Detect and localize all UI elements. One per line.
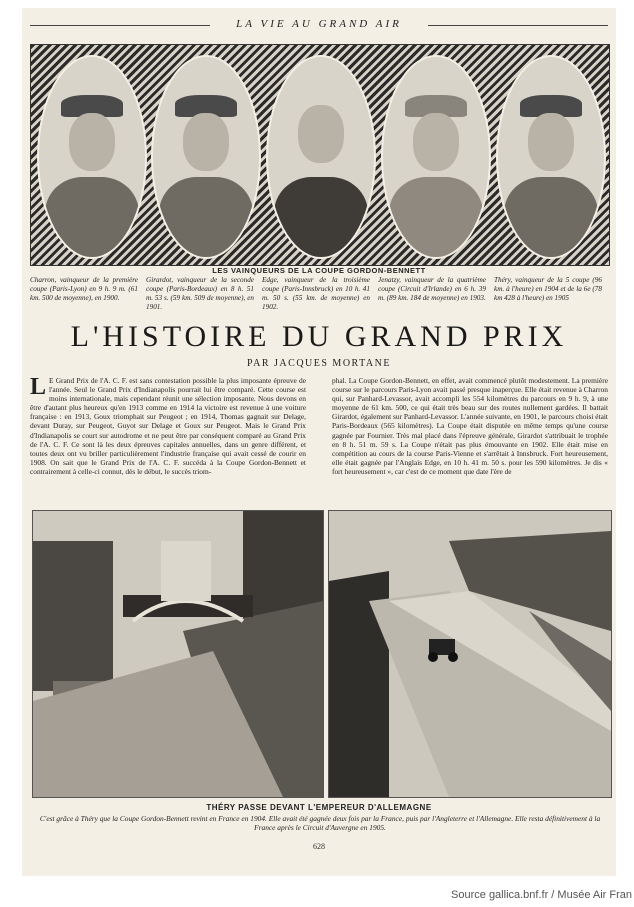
portrait-jenatzy [381,55,491,259]
photo-caption-title: THÉRY PASSE DEVANT L'EMPEREUR D'ALLEMAGNE [206,803,432,812]
article-column-right [332,376,608,476]
portrait-charron [37,55,147,259]
portrait-caption: Charron, vainqueur de la première coupe (Paris-Lyon) en 9 h. 9 m. (61 km. 500 de moyenne), en 1900. [30,276,138,302]
portrait-edge [266,55,376,259]
header-rule-right [428,25,608,26]
article-column-left [30,376,306,476]
article-byline: PAR JACQUES MORTANE [247,358,391,369]
article-text: phal. La Coupe Gordon-Bennett, en effet, avait commencé plutôt modestement. La première course sur le parcours Paris-Lyon avait passé presque inaperçue. Elle était revenue à Charron qui, sur Panhard-Levassor, avait accompli les 554 kilomètres du parcours en 9 h. 9, à une moyenne de 61 km. 500, ce qui était très beau sur des routes nullement gardées. Il battait Girardot, également sur Panhard-Levassor. L'année suivante, en 1901, le parcours choisi était Paris-Bordeaux (565 kilomètres). La Coupe était disputée en même temps qu'une course gagnée par Fournier. Très mal placé dans l'épreuve générale, Girardot s'attribuait le trophée en 8 h. 51 m. 59 s. La Coupe n'était pas plus émouvante en 1902. Elle était mise en compétition au cours de la course Paris-Vienne et s'arrêtait à Innsbruck. Fort heureusement, elle était gagnée par l'Anglais Edge, en 10 h. 41 m. 50 s. pour les 590 kilomètres. Je dis « fort heureusement », car c'est de ce moment que date l'ère de [332,376,608,476]
article-text: E Grand Prix de l'A. C. F. est sans contestation possible la plus imposante épreuve de l'année. Seul le Grand Prix d'Indianapolis pourrait lui être comparé. Cette course est moins internationale, mais cependant réunit une sélection imposante. Nous devons en être d'autant plus heureux qu'en 1913 comme en 1914 la victoire est revenue à une voiture française : en 1913, Goux triomphait sur Peugeot ; en 1914, Thomas gagnait sur Delage, devant Duray, sur Peugeot, Guyot sur Delage et Goux sur Peugeot. Mais le Grand Prix d'Indianapolis se court sur autodrome et ne peut être par conséquent comparé au Grand Prix de l'A. C. F. Ce sont là les deux épreuves capitales annuelles, dans un genre différent, et toutes deux ont vu briller particulièrement l'industrie française qui avait cessé de courir en 1908. On sait que le Grand Prix de l'A. C. F. succéda à la Coupe Gordon-Bennett et contrairement à celle-ci connut, dès le début, le succès triom- [30,376,306,476]
photo-bridge-crowd [32,510,324,798]
portrait-caption: Edge, vainqueur de la troisième coupe (Paris-Innsbruck) en 10 h. 41 m. 50 s. (55 km. de moyenne) en 1902. [262,276,370,311]
running-header [22,18,616,32]
drop-cap: L [30,374,47,400]
magazine-title: LA VIE AU GRAND AIR [236,18,402,30]
article-title: L'HISTOIRE DU GRAND PRIX [70,320,568,353]
portrait-caption: Jenatzy, vainqueur de la quatrième coupe (Circuit d'Irlande) en 6 h. 39 m. (89 km. 184 de moyenne) en 1903. [378,276,486,302]
portrait-girardot [151,55,261,259]
page-number: 628 [313,842,325,851]
portrait-caption: Girardot, vainqueur de la seconde coupe (Paris-Bordeaux) en 8 h. 51 m. 53 s. (59 km. 509 de moyenne), en 1901. [146,276,254,311]
photo-caption: C'est grâce à Théry que la Coupe Gordon-Bennett revint en France en 1904. Elle avait été gagnée deux fois par la France, puis par l'Angleterre et l'Allemagne. Elle resta définitivement à la France après le Circuit d'Auvergne en 1905. [39,814,601,832]
portraits-caption-title: LES VAINQUEURS DE LA COUPE GORDON-BENNETT [212,266,426,275]
portrait-thery [496,55,606,259]
portrait-strip [30,44,610,266]
source-credit: Source gallica.bnf.fr / Musée Air Fran [451,889,632,901]
portrait-caption: Théry, vainqueur de la 5 coupe (96 km. à l'heure) en 1904 et de la 6e (78 km 428 à l'heure) en 1905 [494,276,602,302]
magazine-page [22,8,616,876]
photo-race-road [328,510,612,798]
